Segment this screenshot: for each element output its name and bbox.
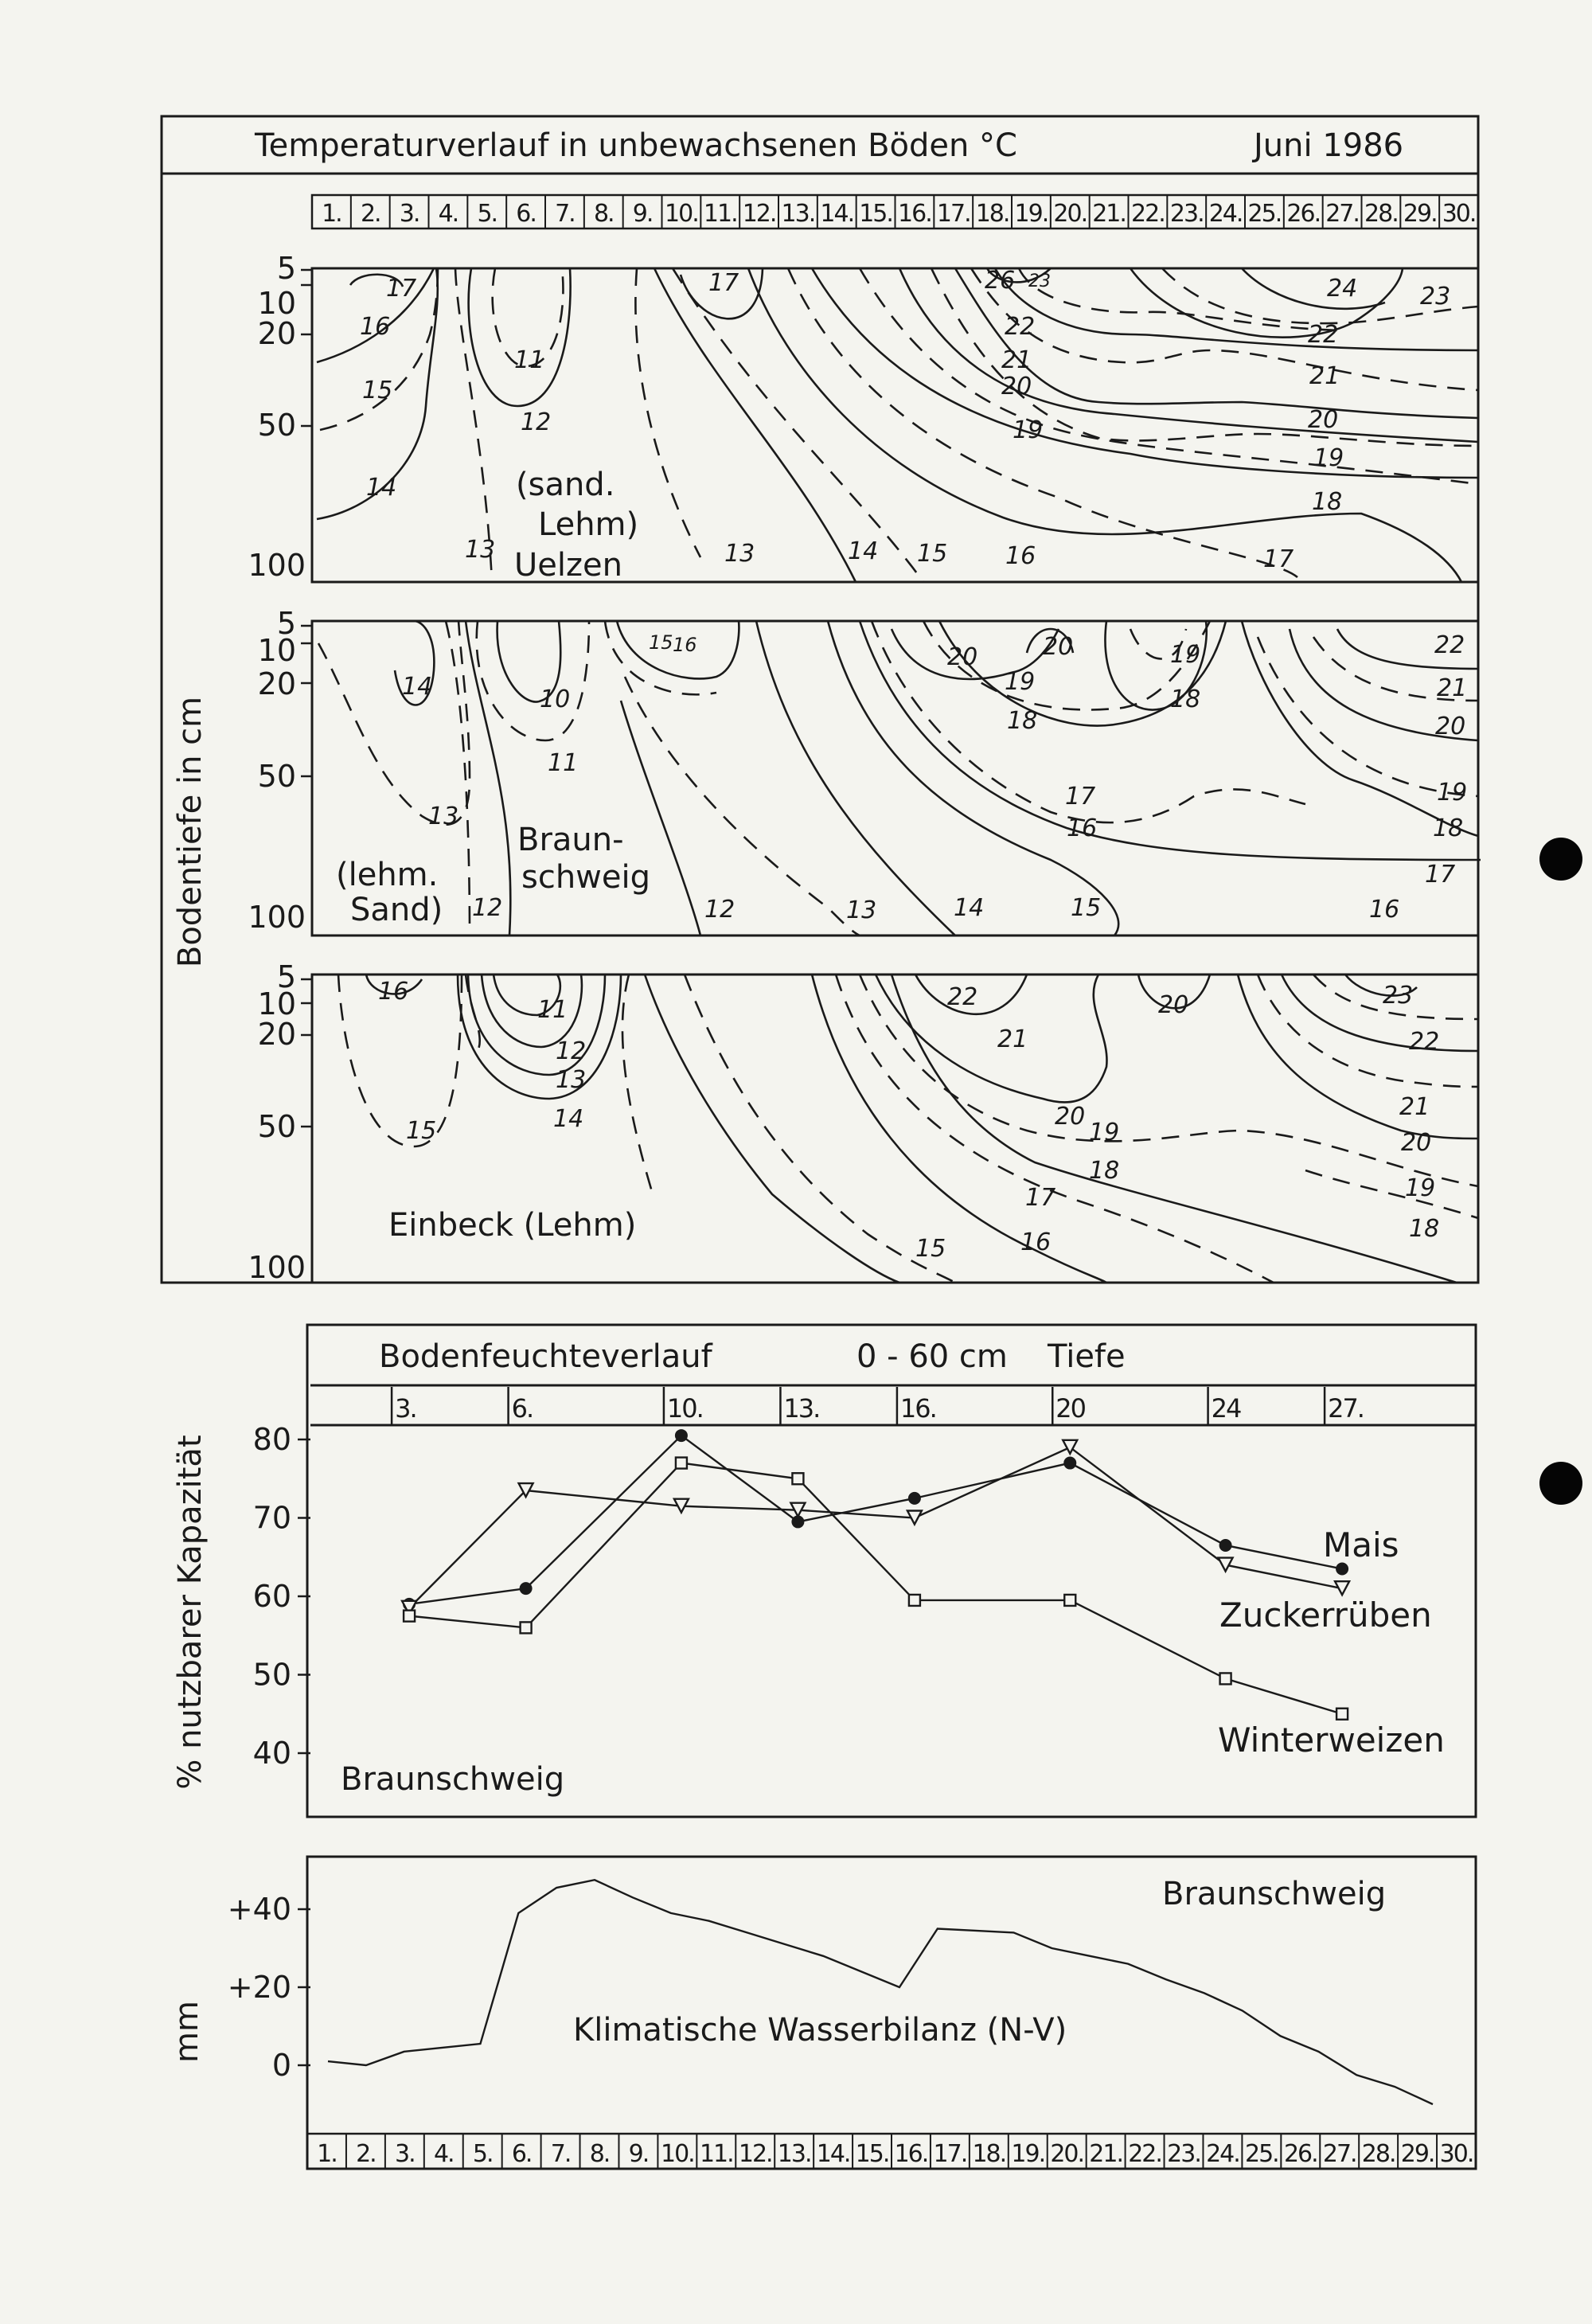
moisture-day-label: 3. (395, 1393, 416, 1424)
isotherms-uelzen (317, 268, 1478, 582)
wasserbilanz-y-tick-label: +40 (227, 1892, 291, 1927)
svg-text:18: 18 (1409, 1215, 1440, 1243)
svg-text:100: 100 (248, 900, 306, 935)
moisture-series-line (409, 1435, 1342, 1604)
moisture-point-mais (1219, 1539, 1232, 1552)
svg-text:14: 14 (366, 474, 397, 502)
day-strip-bottom (307, 2134, 1476, 2169)
svg-text:20: 20 (1055, 1103, 1086, 1131)
day-label: 2. (360, 200, 380, 228)
svg-text:18: 18 (1007, 707, 1038, 735)
svg-text:13: 13 (428, 803, 459, 830)
day-label: 12. (742, 200, 776, 228)
svg-text:20: 20 (257, 666, 296, 701)
day-label: 7. (555, 200, 575, 228)
day-label: 15. (855, 2140, 889, 2168)
moisture-day-strip (392, 1387, 1364, 1425)
svg-text:20: 20 (947, 643, 978, 671)
day-label: 28. (1361, 2140, 1395, 2168)
moisture-point-mais (908, 1492, 921, 1505)
day-label: 24. (1208, 200, 1243, 228)
svg-text:50: 50 (257, 759, 296, 794)
svg-text:11: 11 (514, 346, 545, 374)
svg-text:18: 18 (1170, 685, 1201, 713)
depth-tick-20: 20 (257, 316, 296, 351)
panel-braunschweig-soil-2: Sand) (350, 892, 443, 928)
wasserbilanz-section (169, 1857, 1476, 2169)
svg-text:50: 50 (257, 1109, 296, 1144)
day-label: 23. (1167, 2140, 1200, 2168)
day-label: 1. (317, 2140, 337, 2168)
svg-text:5: 5 (276, 606, 296, 641)
svg-text:17: 17 (386, 275, 417, 303)
svg-text:10: 10 (257, 633, 296, 668)
day-label: 6. (511, 2140, 532, 2168)
svg-text:21: 21 (1001, 346, 1032, 374)
moisture-point-winterweizen (792, 1473, 803, 1484)
moisture-location: Braunschweig (341, 1761, 565, 1798)
svg-text:20: 20 (1043, 633, 1074, 661)
moisture-point-winterweizen (521, 1622, 532, 1633)
moisture-point-winterweizen (1220, 1673, 1231, 1684)
panel-braunschweig (248, 606, 1481, 935)
day-label: 12. (738, 2140, 772, 2168)
day-label: 26. (1283, 2140, 1317, 2168)
day-label: 7. (550, 2140, 571, 2168)
depth-ticks-einbeck (248, 959, 312, 1285)
day-label: 6. (516, 200, 536, 228)
depth-tick-10: 10 (257, 286, 296, 321)
day-label: 18. (975, 200, 1009, 228)
day-label: 14. (820, 200, 854, 228)
svg-text:20: 20 (1401, 1129, 1432, 1157)
day-label: 13. (777, 2140, 811, 2168)
svg-text:12: 12 (472, 894, 503, 922)
wasserbilanz-plot (328, 1880, 1433, 2104)
svg-text:16: 16 (378, 978, 409, 1006)
svg-text:19: 19 (1313, 444, 1344, 472)
svg-text:19: 19 (1089, 1119, 1120, 1146)
moisture-depth: 0 - 60 cm (856, 1338, 1008, 1375)
wasserbilanz-y-tick-label: +20 (227, 1970, 291, 2005)
day-label: 5. (472, 2140, 493, 2168)
panel-einbeck (248, 959, 1478, 1285)
day-label: 19. (1011, 2140, 1045, 2168)
day-label: 27. (1322, 2140, 1356, 2168)
svg-text:5: 5 (276, 959, 296, 994)
moisture-legend-label: Mais (1323, 1525, 1399, 1564)
day-label: 26. (1286, 200, 1321, 228)
day-label: 3. (399, 200, 419, 228)
moisture-series-line (409, 1463, 1342, 1714)
svg-text:12: 12 (704, 896, 736, 924)
depth-ticks-braunschweig (248, 606, 312, 935)
wasserbilanz-y-axis (228, 1892, 310, 2083)
svg-text:21: 21 (1309, 362, 1340, 390)
day-label: 29. (1400, 2140, 1434, 2168)
day-label: 5. (477, 200, 498, 228)
day-label: 29. (1403, 200, 1437, 228)
panel-braunschweig-site-2: schweig (521, 859, 651, 896)
svg-text:15: 15 (649, 631, 673, 654)
svg-text:19: 19 (1005, 668, 1036, 696)
day-label: 30. (1439, 2140, 1473, 2168)
day-label: 10. (665, 200, 698, 228)
moisture-section (172, 1325, 1476, 1817)
day-label: 22. (1128, 2140, 1161, 2168)
day-label: 4. (438, 200, 458, 228)
panel-braunschweig-frame (312, 621, 1478, 935)
svg-text:23: 23 (1420, 283, 1451, 311)
day-label: 14. (816, 2140, 850, 2168)
svg-text:17: 17 (1025, 1184, 1056, 1212)
depth-axis-label: Bodentiefe in cm (172, 696, 209, 968)
punch-hole (1539, 1462, 1582, 1505)
svg-text:22: 22 (1005, 313, 1036, 341)
moisture-point-winterweizen (1336, 1709, 1348, 1720)
moisture-y-tick-label: 80 (252, 1422, 291, 1457)
svg-text:20: 20 (1435, 713, 1466, 740)
day-label: 9. (632, 200, 653, 228)
moisture-point-winterweizen (404, 1611, 415, 1622)
wasserbilanz-location: Braunschweig (1162, 1876, 1387, 1912)
wasserbilanz-y-tick-label: 0 (271, 2048, 291, 2083)
day-label: 22. (1131, 200, 1165, 228)
svg-text:13: 13 (556, 1066, 587, 1094)
moisture-point-zuckerrueben (1219, 1558, 1233, 1572)
svg-text:12: 12 (556, 1037, 587, 1065)
isotherms-braunschweig (318, 621, 1481, 935)
temperature-date: Juni 1986 (1254, 127, 1404, 164)
day-label: 17. (933, 2140, 967, 2168)
moisture-point-winterweizen (676, 1458, 687, 1469)
svg-text:21: 21 (1399, 1093, 1430, 1121)
day-label: 4. (433, 2140, 454, 2168)
svg-text:23: 23 (1383, 982, 1414, 1010)
svg-text:10: 10 (257, 986, 296, 1021)
svg-text:24: 24 (1327, 275, 1358, 303)
svg-text:15: 15 (917, 540, 948, 568)
day-label: 25. (1247, 200, 1282, 228)
day-label: 25. (1245, 2140, 1278, 2168)
day-label: 27. (1325, 200, 1359, 228)
panel-uelzen-site: Uelzen (514, 547, 622, 584)
moisture-y-tick-label: 60 (252, 1579, 291, 1614)
day-label: 15. (859, 200, 892, 228)
svg-text:26: 26 (985, 267, 1016, 295)
moisture-day-label: 16. (899, 1393, 936, 1424)
svg-text:10: 10 (540, 685, 571, 713)
day-label: 1. (322, 200, 341, 228)
moisture-title: Bodenfeuchteverlauf (379, 1338, 712, 1375)
day-strip-top (312, 195, 1478, 228)
svg-text:11: 11 (537, 996, 568, 1024)
svg-text:15: 15 (406, 1117, 437, 1145)
svg-text:21: 21 (997, 1025, 1028, 1053)
panel-braunschweig-site-1: Braun- (517, 822, 624, 858)
temperature-title: Temperaturverlauf in unbewachsenen Böden °C (255, 127, 1017, 164)
moisture-point-winterweizen (1064, 1595, 1075, 1606)
day-label: 3. (395, 2140, 415, 2168)
moisture-legend-label: Winterweizen (1218, 1721, 1445, 1760)
svg-text:13: 13 (465, 536, 496, 564)
day-label: 11. (703, 200, 737, 228)
svg-text:22: 22 (1434, 631, 1465, 659)
day-label: 9. (628, 2140, 649, 2168)
svg-text:16: 16 (1369, 896, 1400, 924)
moisture-y-axis (253, 1422, 310, 1771)
day-label: 13. (781, 200, 815, 228)
svg-text:23: 23 (1028, 271, 1051, 291)
svg-text:15: 15 (915, 1235, 946, 1263)
svg-text:17: 17 (708, 269, 739, 297)
day-label: 21. (1092, 200, 1126, 228)
day-label: 19. (1014, 200, 1048, 228)
day-label: 23. (1169, 200, 1204, 228)
panel-uelzen-frame (312, 268, 1478, 582)
depth-tick-100: 100 (248, 548, 306, 583)
moisture-point-mais (1063, 1457, 1076, 1470)
svg-text:14: 14 (553, 1105, 584, 1133)
day-label: 28. (1364, 200, 1398, 228)
svg-text:12: 12 (521, 408, 552, 436)
day-label: 30. (1442, 200, 1476, 228)
moisture-day-label: 24 (1211, 1393, 1241, 1424)
svg-text:17: 17 (1263, 545, 1294, 573)
moisture-plot (402, 1429, 1445, 1760)
svg-text:15: 15 (1071, 894, 1102, 922)
svg-text:19: 19 (1013, 416, 1044, 444)
day-label: 17. (936, 200, 970, 228)
svg-text:16: 16 (1067, 814, 1098, 842)
moisture-y-tick-label: 50 (252, 1657, 291, 1693)
wasserbilanz-title: Klimatische Wasserbilanz (N-V) (573, 2012, 1067, 2049)
moisture-legend-label: Zuckerrüben (1219, 1596, 1432, 1635)
day-label: 16. (898, 200, 931, 228)
moisture-day-label: 13. (783, 1393, 820, 1424)
day-label: 20. (1050, 2140, 1084, 2168)
svg-text:18: 18 (1433, 814, 1464, 842)
svg-text:20: 20 (1308, 406, 1339, 434)
day-label: 11. (699, 2140, 733, 2168)
svg-text:19: 19 (1405, 1174, 1436, 1202)
svg-text:22: 22 (947, 983, 978, 1011)
svg-text:11: 11 (548, 749, 579, 777)
svg-text:16: 16 (360, 313, 391, 341)
moisture-day-label: 6. (511, 1393, 533, 1424)
svg-text:15: 15 (362, 377, 393, 404)
svg-text:13: 13 (846, 896, 877, 924)
temperature-frame (162, 116, 1478, 1283)
svg-text:100: 100 (248, 1250, 306, 1285)
svg-text:22: 22 (1409, 1028, 1440, 1056)
day-label: 18. (972, 2140, 1006, 2168)
svg-text:17: 17 (1425, 861, 1456, 889)
moisture-y-tick-label: 70 (252, 1500, 291, 1536)
svg-text:19: 19 (1437, 779, 1468, 807)
moisture-day-label: 20 (1055, 1393, 1085, 1424)
moisture-depth-word: Tiefe (1048, 1338, 1126, 1375)
svg-text:20: 20 (257, 1017, 296, 1052)
svg-text:20: 20 (1158, 991, 1189, 1019)
svg-text:14: 14 (848, 537, 879, 565)
day-label: 16. (894, 2140, 928, 2168)
moisture-point-winterweizen (909, 1595, 920, 1606)
moisture-series-line (409, 1447, 1342, 1608)
day-label: 8. (593, 200, 614, 228)
panel-einbeck-site: Einbeck (Lehm) (388, 1207, 637, 1244)
svg-text:14: 14 (954, 894, 985, 922)
moisture-point-mais (675, 1429, 688, 1442)
panel-uelzen (248, 251, 1478, 584)
moisture-day-label: 10. (666, 1393, 703, 1424)
isotherm-labels-uelzen (360, 267, 1450, 573)
temperature-section (162, 116, 1481, 1285)
svg-text:17: 17 (1065, 783, 1096, 810)
depth-tick-5: 5 (276, 251, 296, 286)
svg-text:16: 16 (673, 634, 697, 656)
day-label: 21. (1089, 2140, 1122, 2168)
panel-braunschweig-soil-1: (lehm. (336, 857, 439, 893)
depth-ticks-uelzen (248, 251, 312, 583)
wasserbilanz-series-line (328, 1880, 1433, 2104)
moisture-point-mais (520, 1582, 533, 1595)
svg-text:13: 13 (724, 540, 755, 568)
day-label: 10. (661, 2140, 694, 2168)
day-label: 8. (589, 2140, 610, 2168)
svg-text:18: 18 (1089, 1157, 1120, 1185)
svg-text:18: 18 (1312, 488, 1343, 516)
svg-text:20: 20 (1001, 373, 1032, 400)
panel-uelzen-soil-1: (sand. (516, 467, 615, 503)
wasserbilanz-ylabel: mm (169, 2001, 205, 2063)
svg-text:16: 16 (1005, 542, 1036, 570)
moisture-day-label: 27. (1328, 1393, 1364, 1424)
svg-text:19: 19 (1170, 641, 1201, 669)
svg-text:14: 14 (402, 673, 433, 701)
svg-text:22: 22 (1308, 321, 1339, 349)
day-label: 2. (356, 2140, 376, 2168)
moisture-ylabel: % nutzbarer Kapazität (172, 1435, 209, 1790)
depth-tick-50: 50 (257, 408, 296, 443)
moisture-y-tick-label: 40 (252, 1736, 291, 1771)
svg-text:16: 16 (1020, 1228, 1052, 1256)
day-label: 24. (1206, 2140, 1239, 2168)
svg-text:21: 21 (1437, 674, 1468, 702)
punch-hole (1539, 838, 1582, 881)
day-label: 20. (1053, 200, 1087, 228)
panel-uelzen-soil-2: Lehm) (538, 506, 639, 543)
